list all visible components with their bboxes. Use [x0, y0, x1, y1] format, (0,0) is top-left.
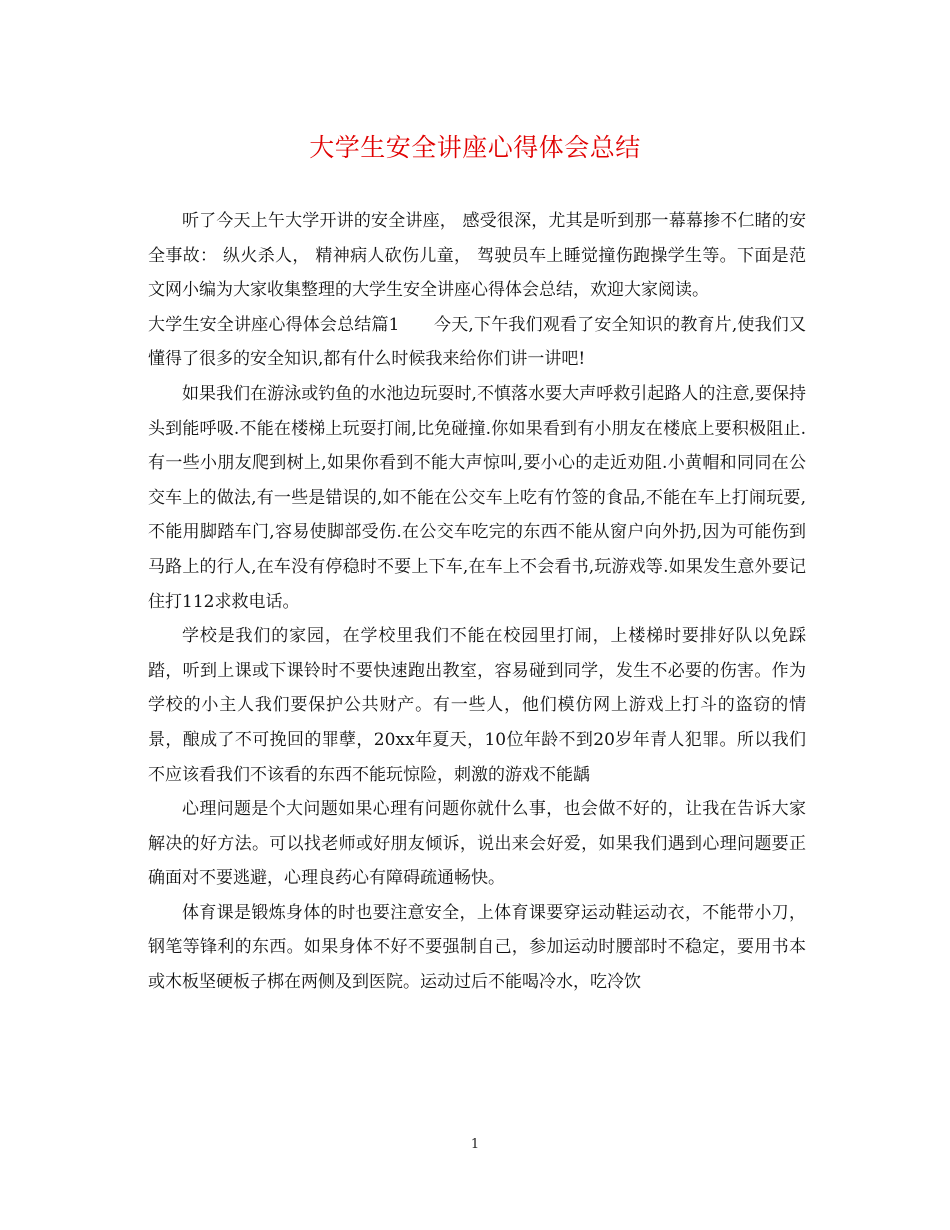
- paragraph-pe-safety: 体育课是锻炼身体的时也要注意安全，上体育课要穿运动鞋运动衣，不能带小刀，钢笔等锋利的东西。如果身体不好不要强制自己，参加运动时腰部时不稳定，要用书本或木板坚硬板子梆在两侧及到医院。运动过后不能喝冷水，吃冷饮: [148, 902, 806, 993]
- paragraph-school-safety: 学校是我们的家园，在学校里我们不能在校园里打闹，上楼梯时要排好队以免踩踏，听到上课或下课铃时不要快速跑出教室，容易碰到同学，发生不必要的伤害。作为学校的小主人我们要保护公共财产。有一些人，他们模仿网上游戏上打斗的盗窃的情景，酿成了不可挽回的罪孽，20xx年夏天，10位年龄不到20岁年青人犯罪。所以我们不应该看我们不该看的东西不能玩惊险，刺激的游戏不能龋: [148, 626, 806, 785]
- document-title: 大学生安全讲座心得体会总结: [309, 133, 641, 162]
- page-number: 1: [470, 1137, 480, 1152]
- paragraph-intro: 听了今天上午大学开讲的安全讲座， 感受很深，尤其是听到那一幕幕掺不仁睹的安全事故： 纵火杀人， 精神病人砍伤儿童， 驾驶员车上睡觉撞伤跑操学生等。下面是范文网小编为大家收集整理的大学生安全讲座心得体会总结，欢迎大家阅读。: [148, 211, 806, 301]
- paragraph-section-heading: 大学生安全讲座心得体会总结篇1 今天,下午我们观看了安全知识的教育片,使我们又懂得了很多的安全知识,都有什么时候我来给你们讲一讲吧!: [148, 314, 806, 370]
- paragraph-water-safety: 如果我们在游泳或钓鱼的水池边玩耍时,不慎落水要大声呼救引起路人的注意,要保持头到能呼吸.不能在楼梯上玩耍打闹,比免碰撞.你如果看到有小朋友在楼底上要积极阻止.有一些小朋友爬到树上,如果你看到不能大声惊叫,要小心的走近劝阻.小黄帽和同同在公交车上的做法,有一些是错误的,如不能在公交车上吃有竹签的食品,不能在车上打闹玩要,不能用脚踏车门,容易使脚部受伤.在公交车吃完的东西不能从窗户向外扔,因为可能伤到马路上的行人,在车没有停稳时不要上下车,在车上不会看书,玩游戏等.如果发生意外要记住打112求救电话。: [148, 383, 806, 612]
- document-body: [148, 204, 806, 1000]
- paragraph-mental-health: 心理问题是个大问题如果心理有问题你就什么事，也会做不好的，让我在告诉大家解决的好方法。可以找老师或好朋友倾诉，说出来会好爱，如果我们遇到心理问题要正确面对不要逃避，心理良药心有障碍疏通畅快。: [148, 799, 806, 889]
